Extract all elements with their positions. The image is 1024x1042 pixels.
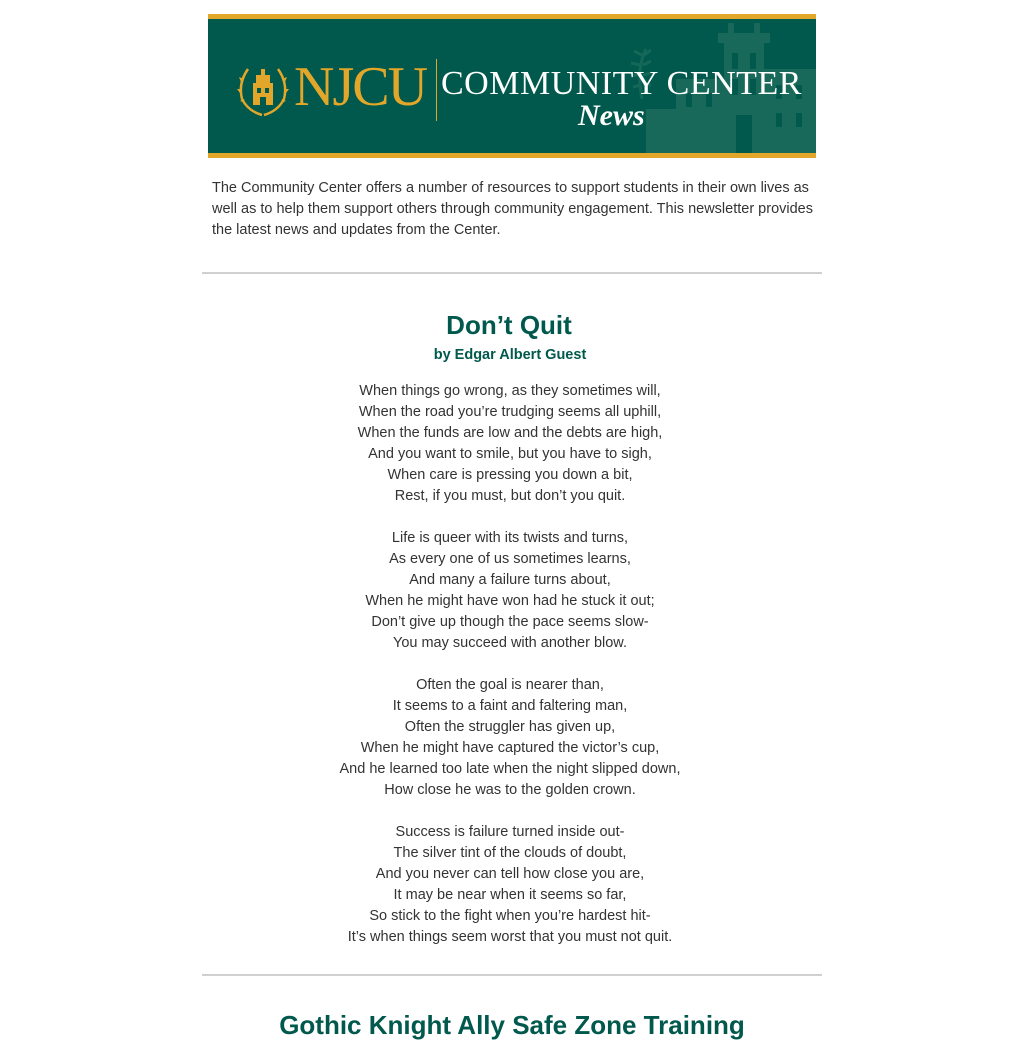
banner-divider [436,59,437,121]
section-divider [202,974,822,976]
poem-line: And he learned too late when the night slipped down, [339,761,681,777]
poem-line: Often the struggler has given up, [404,719,616,735]
poem-line: Life is queer with its twists and turns, [391,530,629,546]
banner-title: COMMUNITY CENTER [441,65,802,102]
next-section-title: Gothic Knight Ally Safe Zone Training [279,1010,745,1040]
poem-stanza [202,381,818,507]
poem-line: How close he was to the golden crown. [384,782,636,798]
poem-line: When care is pressing you down a bit, [387,467,633,483]
poem-line: It seems to a faint and faltering man, [392,698,628,714]
poem-line: Often the goal is nearer than, [416,677,604,693]
poem-author: by Edgar Albert Guest [433,347,587,363]
poem-line: As every one of us sometimes learns, [389,551,631,567]
poem-line: Don’t give up though the pace seems slow- [371,614,649,630]
section-divider [202,272,822,274]
intro-paragraph: The Community Center offers a number of resources to support students in their own lives as well as to help them support others through community engagement. This newsletter provides the latest news and updates from the Center. [212,180,813,238]
poem-line: When things go wrong, as they sometimes will, [359,383,661,399]
poem-stanza [202,675,818,801]
njcu-logo-text: NJCU [294,56,427,118]
poem-stanza [202,822,818,948]
poem-line: You may succeed with another blow. [392,635,628,651]
banner-subtitle: News [578,99,645,132]
poem-line: It’s when things seem worst that you must not quit. [347,929,673,945]
poem-line: And many a failure turns about, [409,572,611,588]
poem-title: Don’t Quit [446,310,572,340]
poem-line: Success is failure turned inside out- [395,824,625,840]
newsletter-banner [208,14,816,158]
poem-line: When he might have captured the victor’s cup, [360,740,660,756]
poem-line: And you never can tell how close you are, [375,866,645,882]
poem-line: Rest, if you must, but don’t you quit. [394,488,626,504]
crest-icon [234,61,292,119]
poem-line: It may be near when it seems so far, [393,887,627,903]
poem-line: The silver tint of the clouds of doubt, [393,845,627,861]
poem-line: When he might have won had he stuck it out; [365,593,655,609]
poem-stanza [202,528,818,654]
poem-line: And you want to smile, but you have to sigh, [368,446,652,462]
poem-line: When the road you’re trudging seems all uphill, [358,404,662,420]
poem-line: When the funds are low and the debts are high, [357,425,663,441]
poem-body [202,381,818,969]
poem-line: So stick to the fight when you’re hardest hit- [369,908,651,924]
